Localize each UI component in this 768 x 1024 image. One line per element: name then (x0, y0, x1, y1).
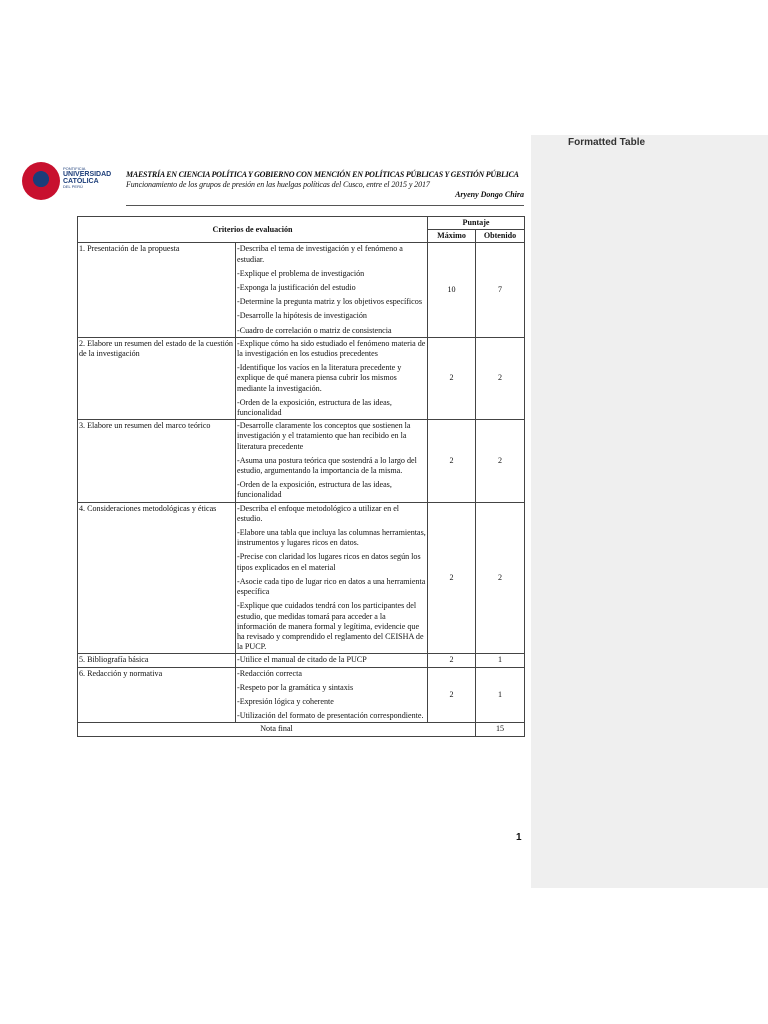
obtained-score-cell: 2 (476, 337, 525, 419)
criterion-cell: 2. Elabore un resumen del estado de la cuestión de la investigación (78, 337, 236, 419)
criterion-cell: 1. Presentación de la propuesta (78, 243, 236, 337)
description-item: -Utilice el manual de citado de la PUCP (237, 655, 367, 665)
description-item: -Desarrolle la hipótesis de investigación (237, 311, 367, 321)
description-item: -Describa el tema de investigación y el fenómeno a estudiar. (237, 244, 403, 264)
obtained-score-cell: 2 (476, 502, 525, 654)
criteria-header: Criterios de evaluación (78, 217, 428, 243)
logo-line-2: UNIVERSIDAD (63, 171, 112, 178)
description-item: -Explique que cuidados tendrá con los participantes del estudio, que medidas tomará para acceder a la información de manera formal y legítima, evidencie que ha revisado y comprendido el reglamento del CEISHA de la PUCP. (237, 601, 424, 652)
criterion-cell: 6. Redacción y normativa (78, 667, 236, 723)
obtained-header: Obtenido (476, 230, 525, 243)
obtained-score-cell: 1 (476, 667, 525, 723)
evaluation-table-wrapper (77, 216, 524, 737)
obtained-score-cell: 7 (476, 243, 525, 337)
comment-pane-title: Formatted Table (568, 137, 646, 148)
description-item: -Orden de la exposición, estructura de las ideas, funcionalidad (237, 480, 392, 500)
document-header (126, 170, 524, 200)
criterion-cell: 5. Bibliografía básica (78, 654, 236, 667)
description-item: -Redacción correcta (237, 668, 302, 678)
description-item: -Utilización del formato de presentación correspondiente. (237, 711, 424, 721)
maximum-score-cell: 2 (428, 337, 476, 419)
evaluation-table-body (78, 243, 525, 723)
final-grade-value: 15 (476, 723, 525, 736)
description-item: -Expresión lógica y coherente (237, 696, 334, 706)
table-row (78, 337, 525, 419)
maximum-score-cell: 10 (428, 243, 476, 337)
author-name: Aryeny Dongo Chira (455, 190, 524, 199)
university-logo (22, 162, 122, 202)
criterion-cell: 4. Consideraciones metodológicas y éticas (78, 502, 236, 654)
table-row (78, 654, 525, 667)
criterion-description-cell (236, 420, 428, 502)
description-item: -Orden de la exposición, estructura de las ideas, funcionalidad (237, 397, 392, 418)
criterion-description-cell (236, 667, 428, 723)
table-row (78, 420, 525, 502)
obtained-score-cell: 1 (476, 654, 525, 667)
maximum-score-cell: 2 (428, 420, 476, 502)
final-grade-label: Nota final (78, 723, 476, 736)
criterion-description-cell (236, 243, 428, 337)
description-item: -Asocie cada tipo de lugar rico en datos a una herramienta específica (237, 576, 426, 597)
description-item: -Explique el problema de investigación (237, 268, 365, 278)
criterion-description-cell (236, 654, 428, 667)
criterion-description-cell (236, 337, 428, 419)
table-row (78, 502, 525, 654)
description-item: -Explique cómo ha sido estudiado el fenómeno materia de la investigación en los estudios precedentes (237, 338, 426, 359)
maximum-score-cell: 2 (428, 654, 476, 667)
maximum-score-cell: 2 (428, 502, 476, 654)
description-item: -Cuadro de correlación o matriz de consistencia (237, 325, 392, 335)
description-item: -Desarrolle claramente los conceptos que sostienen la investigación y el tratamiento que han recibido en la literatura precedente (237, 421, 411, 451)
description-item: -Determine la pregunta matriz y los objetivos específicos (237, 297, 422, 307)
description-item: -Exponga la justificación del estudio (237, 283, 356, 293)
university-seal-icon (22, 162, 60, 200)
criterion-description-cell (236, 502, 428, 654)
thesis-title: Funcionamiento de los grupos de presión en las huelgas políticas del Cusco, entre el 2015 y 2017 (126, 180, 430, 189)
score-header: Puntaje (428, 217, 525, 230)
maximum-header: Máximo (428, 230, 476, 243)
program-title: MAESTRÍA EN CIENCIA POLÍTICA Y GOBIERNO CON MENCIÓN EN POLÍTICAS PÚBLICAS Y GESTIÓN PÚBLICA (126, 170, 519, 179)
description-item: -Identifique los vacíos en la literatura precedente y explique de qué manera piensa cubrir los mismos mediante la investigación. (237, 363, 402, 393)
description-item: -Elabore una tabla que incluya las columnas herramientas, instrumentos y lugares ricos en datos. (237, 528, 426, 548)
comment-pane (531, 135, 768, 888)
page-number: 1 (516, 832, 522, 843)
description-item: -Describa el enfoque metodológico a utilizar en el estudio. (237, 503, 400, 523)
header-divider (126, 205, 524, 206)
logo-line-4: DEL PERÚ (63, 184, 83, 189)
evaluation-table (77, 216, 525, 737)
criterion-cell: 3. Elabore un resumen del marco teórico (78, 420, 236, 502)
maximum-score-cell: 2 (428, 667, 476, 723)
table-row (78, 243, 525, 337)
logo-wordmark (63, 167, 111, 189)
logo-line-3: CATÓLICA (63, 178, 99, 185)
table-row (78, 667, 525, 723)
description-item: -Precise con claridad los lugares ricos en datos según los tipos explicados en el material (237, 552, 421, 572)
description-item: -Respeto por la gramática y sintaxis (237, 682, 354, 692)
logo-line-1: PONTIFICIA (63, 166, 86, 171)
description-item: -Asuma una postura teórica que sostendrá a lo largo del estudio, argumentando la importancia de la misma. (237, 455, 417, 476)
obtained-score-cell: 2 (476, 420, 525, 502)
